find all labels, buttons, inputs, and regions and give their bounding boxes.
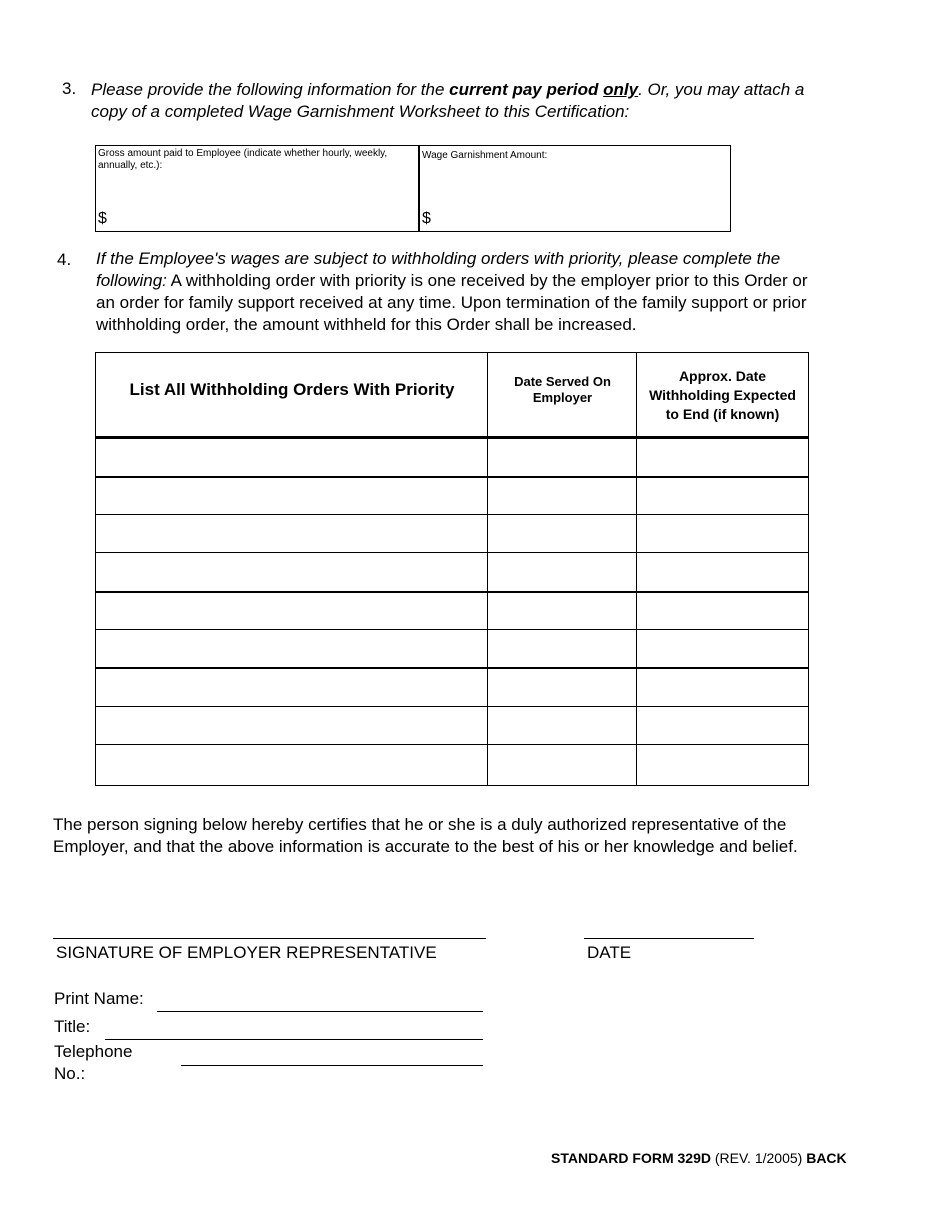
gross-amount-label: Gross amount paid to Employee (indicate whether hourly, weekly, annually, etc.): — [98, 148, 388, 171]
item-3-current-pay-period: current pay period — [449, 80, 604, 99]
telephone-label-line-2: No.: — [54, 1064, 86, 1083]
date-label: DATE — [587, 943, 632, 962]
header-underline — [96, 436, 808, 439]
certification-line-2: Employer, and that the above information is accurate to the best of his or her knowledge and belief. — [53, 837, 798, 856]
row-divider — [96, 591, 808, 593]
item-4-line-3: an order for family support received at any time. Upon termination of the family support or prior — [96, 293, 807, 312]
form-side: BACK — [806, 1150, 847, 1166]
print-name-line[interactable] — [157, 1011, 483, 1012]
item-4-instructions — [96, 248, 926, 336]
row-divider — [96, 476, 808, 478]
column-divider-2 — [636, 353, 637, 785]
print-name-label: Print Name: — [54, 989, 144, 1008]
item-4-number: 4. — [57, 250, 72, 269]
gross-amount-value: $ — [98, 210, 107, 227]
item-3-only: only — [603, 80, 639, 99]
item-3-instructions — [91, 79, 911, 123]
header-end-date: Approx. Date Withholding Expected to End (if known) — [649, 367, 796, 422]
column-divider-1 — [487, 353, 488, 785]
garnishment-amount-label: Wage Garnishment Amount: — [422, 150, 548, 161]
form-number: STANDARD FORM 329D — [551, 1150, 711, 1166]
date-line[interactable] — [584, 938, 754, 939]
item-3-text-part1: Please provide the following information for the — [91, 80, 450, 99]
form-footer — [551, 1150, 847, 1166]
certification-line-1: The person signing below hereby certifies that he or she is a duly authorized representative of the — [53, 815, 787, 834]
item-4-line-2-rest: A withholding order with priority is one received by the employer prior to this Order or — [166, 271, 808, 290]
gross-amount-cell[interactable] — [96, 146, 420, 231]
row-divider — [96, 552, 808, 553]
garnishment-amount-value: $ — [422, 210, 431, 227]
item-4-line-2 — [96, 270, 926, 292]
item-4-following: following: — [96, 271, 167, 290]
signature-label: SIGNATURE OF EMPLOYER REPRESENTATIVE — [56, 943, 437, 962]
pay-period-box — [95, 145, 731, 232]
item-3-number: 3. — [62, 79, 77, 98]
item-3-line-2: copy of a completed Wage Garnishment Worksheet to this Certification: — [91, 102, 630, 121]
telephone-label-line-1: Telephone — [54, 1042, 133, 1061]
telephone-label — [54, 1041, 132, 1085]
row-divider — [96, 667, 808, 669]
title-label: Title: — [54, 1017, 91, 1036]
title-line[interactable] — [105, 1039, 483, 1040]
item-4-line-1: If the Employee's wages are subject to withholding orders with priority, please complete the — [96, 249, 781, 268]
row-divider — [96, 629, 808, 630]
item-3-text-part2: . Or, you may attach a — [638, 80, 805, 99]
telephone-line[interactable] — [181, 1065, 483, 1066]
form-revision: (REV. 1/2005) — [710, 1150, 807, 1166]
row-divider — [96, 514, 808, 515]
item-4-line-4: withholding order, the amount withheld for this Order shall be increased. — [96, 315, 637, 334]
item-3-line-1 — [91, 79, 911, 101]
withholding-orders-table — [95, 352, 809, 786]
row-divider — [96, 706, 808, 707]
certification-statement — [53, 814, 913, 858]
header-orders: List All Withholding Orders With Priority — [129, 380, 455, 399]
signature-line[interactable] — [53, 938, 486, 939]
row-divider — [96, 744, 808, 745]
garnishment-amount-cell[interactable] — [420, 146, 730, 231]
header-date-served: Date Served On Employer — [514, 374, 611, 405]
